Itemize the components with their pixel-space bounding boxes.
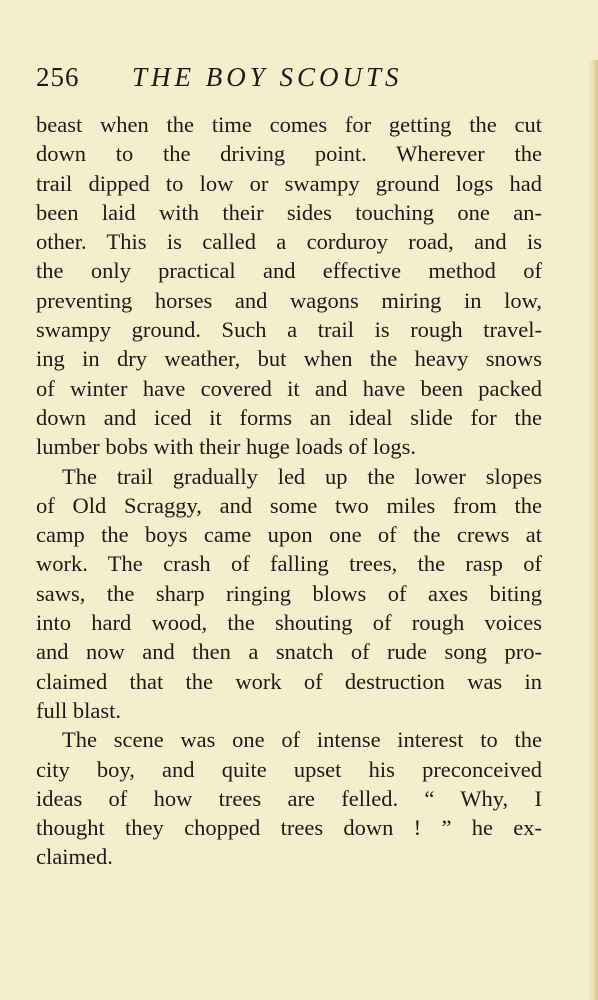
text-line: city boy, and quite upset his preconceived	[36, 756, 542, 782]
text-line: camp the boys came upon one of the crews at	[36, 522, 542, 548]
text-line: claimed.	[36, 844, 113, 870]
text-line: into hard wood, the shouting of rough voices	[36, 610, 542, 636]
text-line: beast when the time comes for getting the cut	[36, 112, 542, 137]
text-line: The scene was one of intense interest to the	[62, 727, 542, 753]
text-line: and now and then a snatch of rude song pro-	[36, 639, 542, 665]
text-line: work. The crash of falling trees, the rasp of	[36, 551, 542, 577]
running-title: THE BOY SCOUTS	[132, 62, 403, 92]
text-line: The trail gradually led up the lower slopes	[62, 463, 542, 489]
text-line: of winter have covered it and have been packed	[36, 375, 542, 401]
text-line: been laid with their sides touching one an-	[36, 199, 542, 225]
text-line: swampy ground. Such a trail is rough travel-	[36, 317, 542, 343]
text-line: full blast.	[36, 697, 121, 723]
text-line: down to the driving point. Wherever the	[36, 141, 542, 167]
text-line: trail dipped to low or swampy ground logs had	[36, 170, 542, 196]
text-line: saws, the sharp ringing blows of axes biting	[36, 580, 542, 606]
page-edge	[588, 60, 598, 1000]
page-number: 256	[36, 62, 80, 92]
text-line: the only practical and effective method of	[36, 258, 542, 284]
text-line: ideas of how trees are felled. “ Why, I	[36, 785, 542, 811]
text-line: thought they chopped trees down ! ” he ex-	[36, 815, 542, 841]
text-line: down and iced it forms an ideal slide for the	[36, 404, 542, 430]
text-line: other. This is called a corduroy road, and is	[36, 229, 542, 255]
body-text	[36, 110, 542, 872]
text-line: lumber bobs with their huge loads of logs.	[36, 434, 416, 460]
text-line: preventing horses and wagons miring in low,	[36, 287, 542, 313]
text-line: ing in dry weather, but when the heavy snows	[36, 346, 542, 372]
page-header	[36, 62, 556, 102]
text-line: of Old Scraggy, and some two miles from the	[36, 492, 542, 518]
text-line: claimed that the work of destruction was in	[36, 668, 542, 694]
